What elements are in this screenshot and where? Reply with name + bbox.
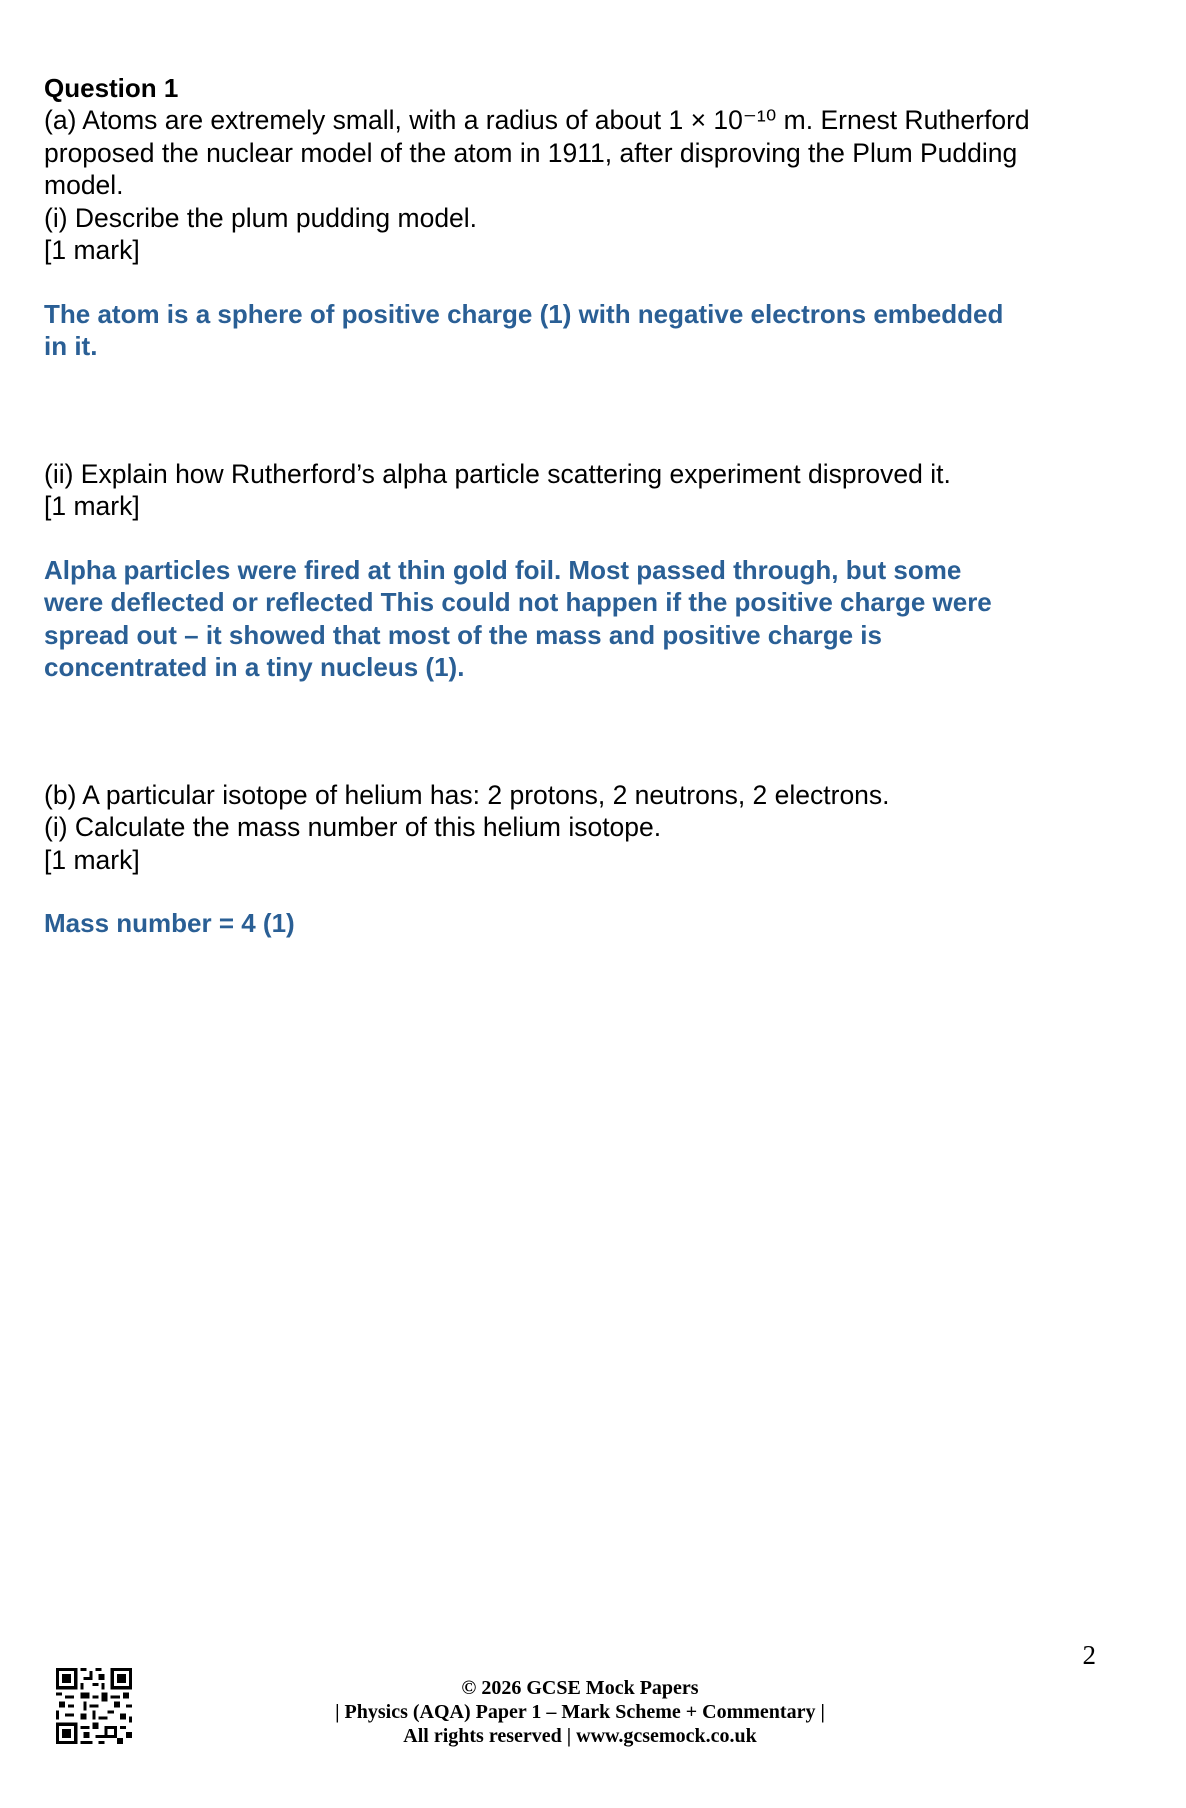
part-a-ii-marks: [1 mark]: [44, 491, 140, 521]
question-title: Question 1: [44, 73, 179, 103]
answer-line: concentrated in a tiny nucleus (1).: [44, 652, 465, 682]
footer: [280, 1676, 880, 1748]
answer-line: were deflected or reflected This could not happen if the positive charge were: [44, 587, 992, 617]
answer-line: Alpha particles were fired at thin gold foil. Most passed through, but some: [44, 554, 962, 585]
footer-paper-title: | Physics (AQA) Paper 1 – Mark Scheme + Commentary |: [335, 1701, 825, 1723]
answer-line: The atom is a sphere of positive charge (1) with negative electrons embedded: [44, 298, 1004, 329]
part-b-i-prompt: (i) Calculate the mass number of this helium isotope.: [44, 812, 662, 842]
part-a-i-answer: [44, 298, 1094, 363]
answer-line: in it.: [44, 331, 98, 361]
answer-line: spread out – it showed that most of the mass and positive charge is: [44, 619, 882, 650]
part-a-i-marks: [1 mark]: [44, 235, 140, 265]
part-b-i-marks: [1 mark]: [44, 844, 140, 875]
part-a-i-prompt: (i) Describe the plum pudding model.: [44, 202, 478, 233]
part-b-i-answer: Mass number = 4 (1): [44, 908, 295, 938]
part-b-intro: (b) A particular isotope of helium has: 2 protons, 2 neutrons, 2 electrons.: [44, 779, 890, 810]
part-a-intro: [44, 104, 1094, 202]
question-content: [44, 72, 1094, 940]
footer-rights: All rights reserved | www.gcsemock.co.uk: [403, 1725, 757, 1747]
qr-code-icon: [56, 1668, 132, 1744]
part-a-line: (a) Atoms are extremely small, with a radius of about 1 × 10⁻¹⁰ m. Ernest Rutherford: [44, 105, 1030, 135]
part-a-ii-prompt: (ii) Explain how Rutherford’s alpha particle scattering experiment disproved it.: [44, 458, 951, 489]
page-number: 2: [1082, 1640, 1096, 1670]
part-a-line: model.: [44, 170, 124, 200]
part-a-ii-answer: [44, 554, 1094, 684]
part-a-line: proposed the nuclear model of the atom in 1911, after disproving the Plum Pudding: [44, 137, 1018, 168]
footer-copyright: © 2026 GCSE Mock Papers: [461, 1677, 699, 1699]
